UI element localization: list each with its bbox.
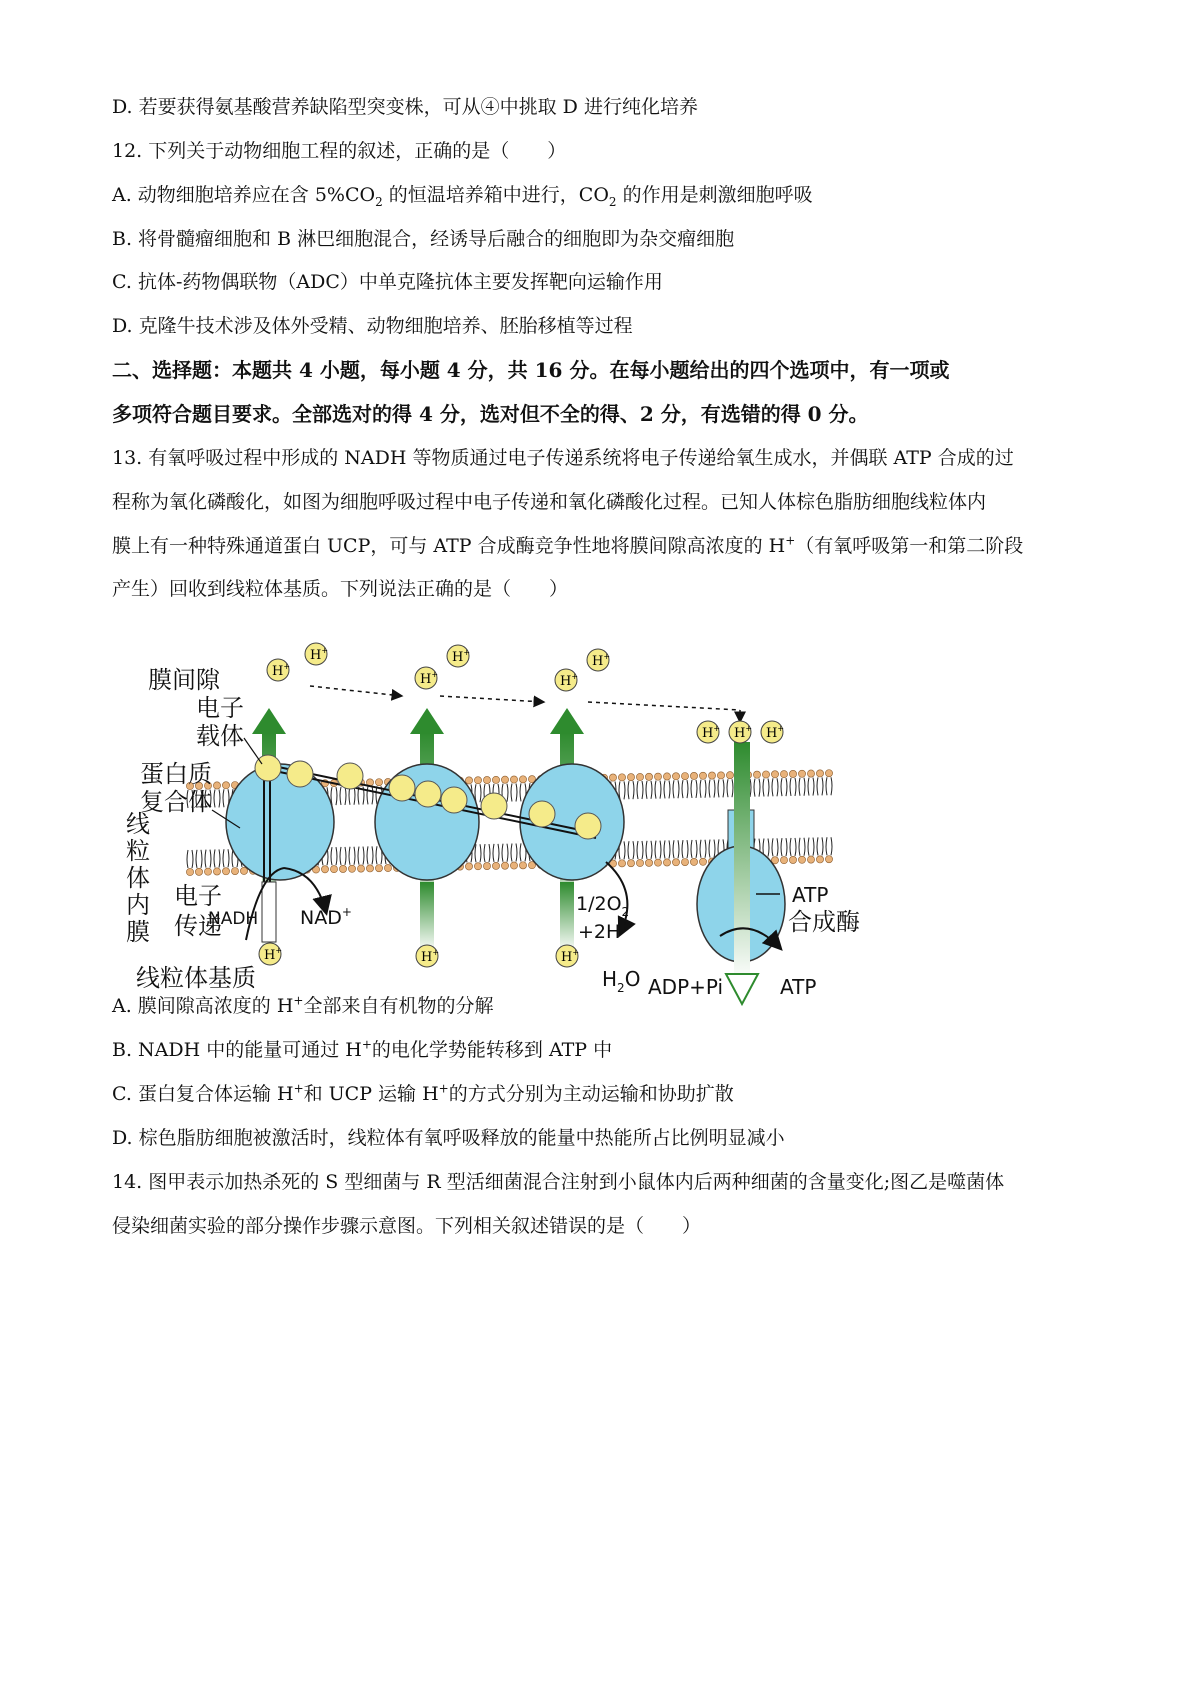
label-intermembrane-space: 膜间隙 xyxy=(148,666,220,694)
q14-stem-line1: 14. 图甲表示加热杀死的 S 型细菌与 R 型活细菌混合注射到小鼠体内后两种细菌的含量变化;图乙是噬菌体 xyxy=(112,1171,1005,1193)
h-ion xyxy=(416,945,439,967)
h-ion xyxy=(729,721,752,743)
label-matrix: 线粒体基质 xyxy=(136,964,256,992)
h-ion xyxy=(587,649,610,671)
q13-stem-line1: 13. 有氧呼吸过程中形成的 NADH 等物质通过电子传递系统将电子传递给氧生成水，并偶联 ATP 合成的过 xyxy=(112,447,1014,469)
svg-text:H+: H+ xyxy=(421,948,440,965)
h-ion xyxy=(697,721,720,743)
svg-text:H+: H+ xyxy=(310,646,329,663)
q13-stem-line3: 膜上有一种特殊通道蛋白 UCP，可与 ATP 合成酶竞争性地将膜间隙高浓度的 H+（有氧呼吸第一和第二阶段 xyxy=(112,533,1024,557)
label-inner-membrane-char: 线 xyxy=(126,810,150,838)
section2-header-line1: 二、选择题：本题共 4 小题，每小题 4 分，共 16 分。在每小题给出的四个选项中，有一项或 xyxy=(112,358,950,382)
q13-option-d: D. 棕色脂肪细胞被激活时，线粒体有氧呼吸释放的能量中热能所占比例明显减小 xyxy=(112,1127,785,1149)
svg-text:H+: H+ xyxy=(702,724,721,741)
h-ion xyxy=(305,643,328,665)
q12-option-b: B. 将骨髓瘤细胞和 B 淋巴细胞混合，经诱导后融合的细胞即为杂交瘤细胞 xyxy=(112,228,735,250)
matrix-arrows xyxy=(420,882,574,952)
label-inner-membrane-char: 体 xyxy=(126,864,150,892)
label-synthase-name: 合成酶 xyxy=(788,908,860,936)
h-ion xyxy=(761,721,784,743)
label-synthase-atp: ATP xyxy=(792,883,829,907)
svg-text:H+: H+ xyxy=(420,670,439,687)
svg-text:H+: H+ xyxy=(766,724,785,741)
label-plus-2h: +2H+ xyxy=(578,919,631,943)
label-inner-membrane-char: 内 xyxy=(126,891,150,919)
label-water: $H_2O$ xyxy=(602,967,641,995)
label-nadh: NADH xyxy=(208,909,259,929)
q13-option-b: B. NADH 中的能量可通过 H+的电化学势能转移到 ATP 中 xyxy=(112,1037,613,1061)
atp-synthase xyxy=(697,742,785,1004)
section2-header-line2: 多项符合题目要求。全部选对的得 4 分，选对但不全的得、2 分，有选错的得 0 分。 xyxy=(112,402,869,426)
h-ion xyxy=(555,669,578,691)
q13-option-c: C. 蛋白复合体运输 H+和 UCP 运输 H+的方式分别为主动运输和协助扩散 xyxy=(112,1081,734,1105)
label-inner-membrane-char: 粒 xyxy=(126,837,150,865)
q13-stem-line4: 产生）回收到线粒体基质。下列说法正确的是（ ） xyxy=(112,578,569,600)
label-adp-pi: ADP+Pi xyxy=(648,975,724,999)
svg-text:H+: H+ xyxy=(592,652,611,669)
label-electron-transfer-1: 电子 xyxy=(174,882,222,910)
svg-text:H+: H+ xyxy=(561,948,580,965)
label-atp-product: ATP xyxy=(780,975,817,999)
label-electron-carrier-2: 载体 xyxy=(196,722,244,750)
svg-text:H+: H+ xyxy=(264,946,283,963)
q14-stem-line2: 侵染细菌实验的部分操作步骤示意图。下列相关叙述错误的是（ ） xyxy=(112,1215,702,1237)
q12-stem: 12. 下列关于动物细胞工程的叙述，正确的是（ ） xyxy=(112,140,567,162)
label-inner-membrane-char: 膜 xyxy=(126,918,150,946)
label-electron-carrier-1: 电子 xyxy=(196,694,244,722)
svg-text:H+: H+ xyxy=(560,672,579,689)
h-ion xyxy=(259,943,282,965)
label-protein-complex-2: 复合体 xyxy=(140,788,212,816)
q12-option-a: A. 动物细胞培养应在含 $5\%CO_2$ 的恒温培养箱中进行，$CO_2$ 的作用是刺激细胞呼吸 xyxy=(112,184,813,209)
label-electron-transfer-2: 传递 xyxy=(174,912,222,940)
label-protein-complex-1: 蛋白质 xyxy=(140,760,212,788)
h-ion xyxy=(556,945,579,967)
h-ion xyxy=(447,645,470,667)
q12-option-c: C. 抗体-药物偶联物（ADC）中单克隆抗体主要发挥靶向运输作用 xyxy=(112,271,663,293)
q11-option-d: D. 若要获得氨基酸营养缺陷型突变株，可从④中挑取 D 进行纯化培养 xyxy=(112,96,698,118)
h-ion xyxy=(267,659,290,681)
proton-flow-arrows xyxy=(310,686,740,722)
svg-text:H+: H+ xyxy=(734,724,753,741)
q12-option-d: D. 克隆牛技术涉及体外受精、动物细胞培养、胚胎移植等过程 xyxy=(112,315,633,337)
q13-option-a: A. 膜间隙高浓度的 H+全部来自有机物的分解 xyxy=(112,993,494,1017)
label-half-oxygen: $1/2O_2$ xyxy=(576,893,630,919)
h-ion xyxy=(415,667,438,689)
complex-1 xyxy=(226,764,334,880)
label-inner-membrane xyxy=(126,810,150,946)
svg-text:H+: H+ xyxy=(452,648,471,665)
label-nad: NAD+ xyxy=(300,905,352,929)
q13-stem-line2: 程称为氧化磷酸化，如图为细胞呼吸过程中电子传递和氧化磷酸化过程。已知人体棕色脂肪细胞线粒体内 xyxy=(112,491,987,513)
svg-text:H+: H+ xyxy=(272,662,291,679)
